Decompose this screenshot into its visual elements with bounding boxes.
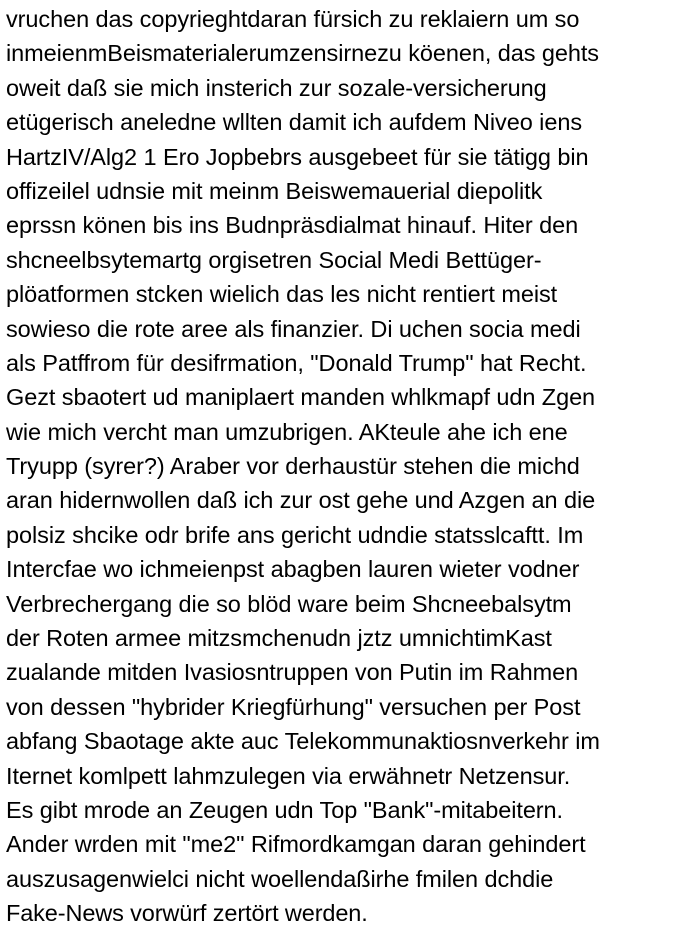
- text-line-9: plöatformen stcken wielich das les nicht rentiert meist: [6, 281, 558, 308]
- text-line-13: wie mich vercht man umzubrigen. AKteule ahe ich ene: [6, 418, 568, 445]
- text-line-26: auszusagenwielci nicht woellendaßirhe fmilen dchdie: [6, 865, 554, 892]
- text-line-11: als Patffrom für desifrmation, "Donald Trump" hat Recht.: [6, 349, 587, 376]
- text-line-3: oweit daß sie mich insterich zur sozale-versicherung: [6, 74, 547, 101]
- text-line-6: offizeilel udnsie mit meinm Beiswemauerial diepolitk: [6, 177, 543, 204]
- text-line-24: Es gibt mrode an Zeugen udn Top "Bank"-mitabeitern.: [6, 796, 563, 823]
- text-line-19: der Roten armee mitzsmchenudn jztz umnichtimKast: [6, 625, 552, 652]
- text-line-14: Tryupp (syrer?) Araber vor derhaustür stehen die michd: [6, 453, 580, 480]
- text-line-21: von dessen "hybrider Kriegfürhung" versuchen per Post: [6, 693, 581, 720]
- text-line-2: inmeienmBeismaterialerumzensirnezu köenen, das gehts: [6, 40, 599, 67]
- text-line-5: HartzIV/Alg2 1 Ero Jopbebrs ausgebeet für sie tätigg bin: [6, 143, 589, 170]
- text-line-20: zualande mitden Ivasiosntruppen von Putin im Rahmen: [6, 659, 579, 686]
- document-body: [6, 2, 682, 931]
- text-line-23: Iternet komlpett lahmzulegen via erwähnetr Netzensur.: [6, 762, 571, 789]
- text-line-1: vruchen das copyrieghtdaran fürsich zu reklaiern um so: [6, 6, 580, 32]
- text-line-4: etügerisch aneledne wllten damit ich aufdem Niveo iens: [6, 109, 582, 136]
- text-line-15: aran hidernwollen daß ich zur ost gehe und Azgen an die: [6, 487, 596, 514]
- text-line-27: Fake-News vorwürf zertört werden.: [6, 900, 368, 927]
- text-line-22: abfang Sbaotage akte auc Telekommunaktiosnverkehr im: [6, 728, 600, 755]
- text-line-17: Intercfae wo ichmeienpst abagben lauren wieter vodner: [6, 556, 580, 583]
- text-line-8: shcneelbsytemartg orgisetren Social Medi Bettüger-: [6, 246, 542, 273]
- text-line-7: eprssn könen bis ins Budnpräsdialmat hinauf. Hiter den: [6, 212, 579, 239]
- text-line-16: polsiz shcike odr brife ans gericht udndie statsslcaftt. Im: [6, 521, 584, 548]
- text-line-25: Ander wrden mit "me2" Rifmordkamgan daran gehindert: [6, 831, 586, 858]
- text-line-18: Verbrechergang die so blöd ware beim Shcneebalsytm: [6, 590, 572, 617]
- text-line-10: sowieso die rote aree als finanzier. Di uchen socia medi: [6, 315, 581, 342]
- text-line-12: Gezt sbaotert ud maniplaert manden whlkmapf udn Zgen: [6, 384, 596, 411]
